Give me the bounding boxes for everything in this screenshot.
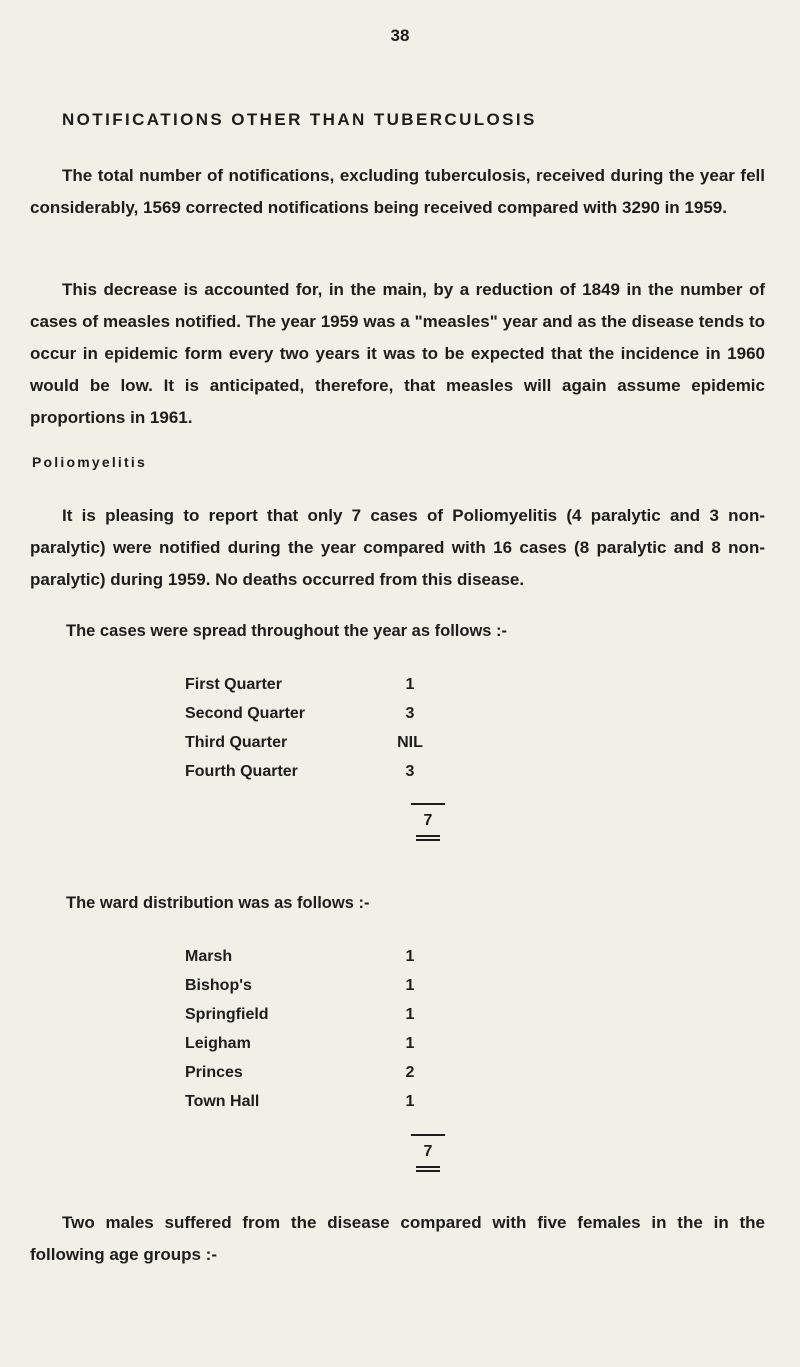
quarters-table — [185, 676, 455, 792]
ward-value: 1 — [405, 948, 415, 965]
quarter-value: 3 — [405, 705, 415, 722]
table-row — [185, 705, 455, 734]
quarter-value: NIL — [397, 734, 423, 751]
ward-label: Leigham — [185, 1035, 251, 1052]
ward-value: 2 — [405, 1064, 415, 1081]
table-row — [185, 948, 455, 977]
quarter-label: Fourth Quarter — [185, 763, 298, 780]
table-row — [185, 1035, 455, 1064]
ward-value: 1 — [405, 1006, 415, 1023]
table-row — [185, 676, 455, 705]
table-row — [185, 1064, 455, 1093]
ward-label: Springfield — [185, 1006, 269, 1023]
table-row — [185, 763, 455, 792]
table-row — [185, 734, 455, 763]
paragraph-poliomyelitis: It is pleasing to report that only 7 cases of Poliomyelitis (4 paralytic and 3 non-paralytic) were notified during the year compared with 16 cases (8 paralytic and 8 non-paralytic) during 1959. No deaths occurred from this disease. — [30, 506, 765, 589]
ward-value: 1 — [405, 1093, 415, 1110]
subsection-heading-poliomyelitis: Poliomyelitis — [32, 454, 147, 470]
quarter-label: Third Quarter — [185, 734, 288, 751]
ward-label: Bishop's — [185, 977, 252, 994]
double-rule — [416, 835, 440, 841]
ward-label: Princes — [185, 1064, 243, 1081]
quarter-label: First Quarter — [185, 676, 282, 693]
quarters-total: 7 — [423, 812, 433, 829]
sum-rule — [411, 1134, 445, 1136]
ward-label: Marsh — [185, 948, 233, 965]
page-number: 38 — [390, 26, 410, 45]
ward-value: 1 — [405, 1035, 415, 1052]
table-row — [185, 1093, 455, 1122]
paragraph-age-groups-intro: Two males suffered from the disease compared with five females in the in the following age groups :- — [30, 1213, 765, 1264]
quarter-label: Second Quarter — [185, 705, 306, 722]
table-row — [185, 977, 455, 1006]
paragraph-total-notifications: The total number of notifications, excluding tuberculosis, received during the year fell considerably, 1569 corrected notifications being received compared with 3290 in 1959. — [30, 166, 765, 217]
paragraph-measles: This decrease is accounted for, in the main, by a reduction of 1849 in the number of cases of measles notified. The year 1959 was a "measles" year and as the disease tends to occur in epidemic form every two years it was to be expected that the incidence in 1960 would be low. It is anticipated, therefore, that measles will again assume epidemic proportions in 1961. — [30, 280, 765, 427]
ward-value: 1 — [405, 977, 415, 994]
ward-label: Town Hall — [185, 1093, 260, 1110]
quarters-total-block — [408, 803, 448, 841]
section-heading: NOTIFICATIONS OTHER THAN TUBERCULOSIS — [62, 110, 537, 129]
wards-intro: The ward distribution was as follows :- — [66, 894, 370, 912]
quarter-value: 3 — [405, 763, 415, 780]
wards-total: 7 — [423, 1143, 433, 1160]
wards-total-block — [408, 1134, 448, 1172]
double-rule — [416, 1166, 440, 1172]
wards-table — [185, 948, 455, 1122]
quarters-intro: The cases were spread throughout the year as follows :- — [66, 622, 508, 640]
sum-rule — [411, 803, 445, 805]
quarter-value: 1 — [405, 676, 415, 693]
table-row — [185, 1006, 455, 1035]
